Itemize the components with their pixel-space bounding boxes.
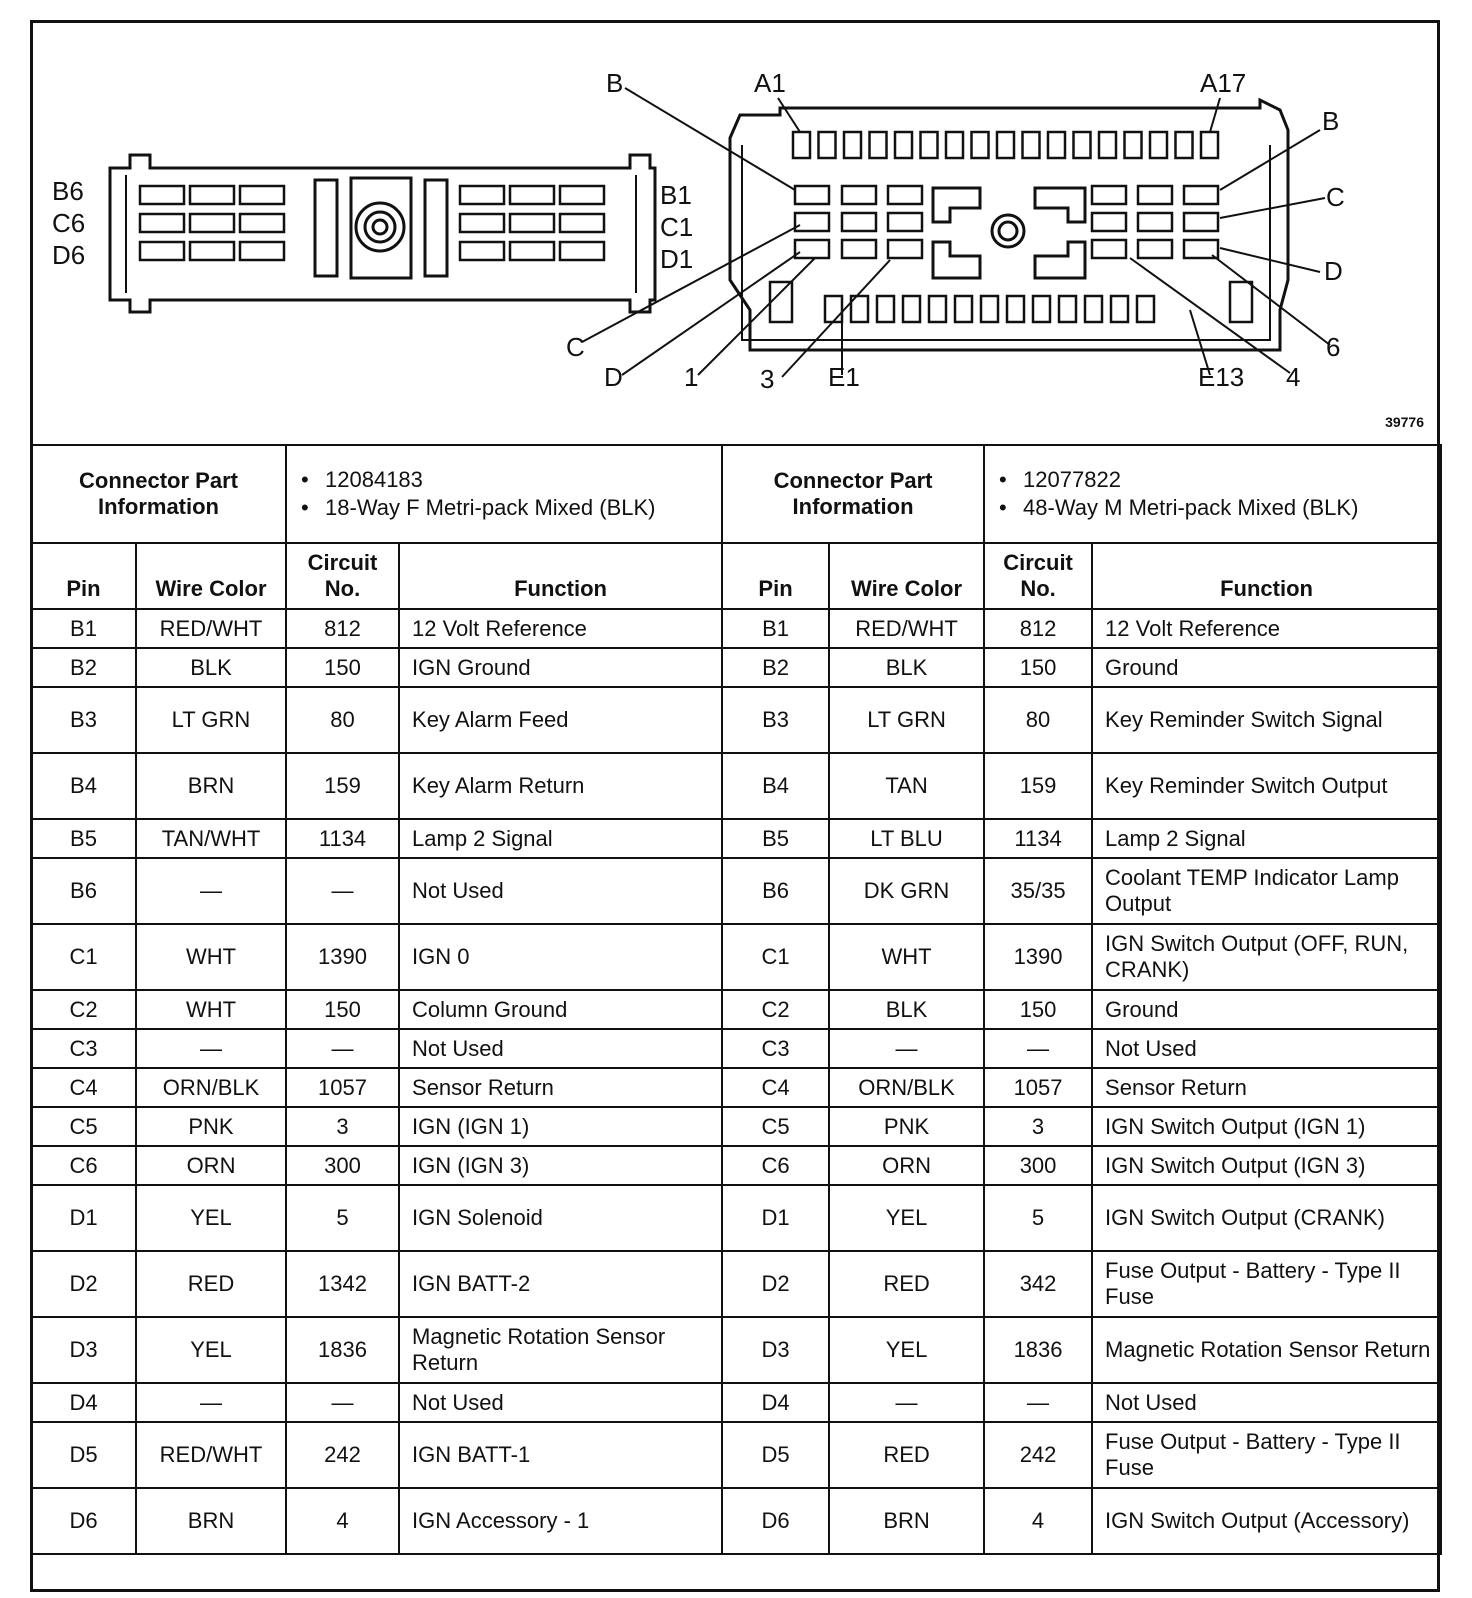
left-function-cell: IGN (IGN 1): [399, 1107, 722, 1146]
col-pin: Pin: [31, 543, 136, 609]
left-wire-color-cell: PNK: [136, 1107, 286, 1146]
cavity: [888, 240, 922, 258]
right-function-cell: Key Reminder Switch Output: [1092, 753, 1441, 819]
left-function-cell: IGN BATT-2: [399, 1251, 722, 1317]
right-pin-cell: D3: [722, 1317, 829, 1383]
left-pin-cell: D2: [31, 1251, 136, 1317]
callout-b-right: B: [1322, 106, 1340, 136]
right-wire-color-cell: —: [829, 1029, 984, 1068]
cavity: [1048, 132, 1065, 158]
left-wire-color-cell: BRN: [136, 753, 286, 819]
right-wire-color-cell: ORN: [829, 1146, 984, 1185]
cavity: [240, 242, 284, 260]
left-function-cell: Not Used: [399, 858, 722, 924]
right-circuit-cell: 80: [984, 687, 1092, 753]
left-circuit-cell: 5: [286, 1185, 399, 1251]
table-row: [31, 1185, 1441, 1251]
cavity: [819, 132, 836, 158]
right-circuit-cell: 342: [984, 1251, 1092, 1317]
left-wire-color-cell: RED: [136, 1251, 286, 1317]
connector-diagram: [30, 20, 1440, 444]
cavity: [1092, 240, 1126, 258]
right-wire-color-cell: BRN: [829, 1488, 984, 1554]
cavity: [190, 214, 234, 232]
right-pin-cell: D1: [722, 1185, 829, 1251]
right-circuit-cell: 150: [984, 648, 1092, 687]
right-wire-color-cell: YEL: [829, 1317, 984, 1383]
right-pin-cell: B2: [722, 648, 829, 687]
right-function-cell: Magnetic Rotation Sensor Return: [1092, 1317, 1441, 1383]
right-pin-cell: B4: [722, 753, 829, 819]
left-circuit-cell: 1134: [286, 819, 399, 858]
left-circuit-cell: 80: [286, 687, 399, 753]
cavity: [510, 242, 554, 260]
pinout-table: [30, 444, 1442, 1555]
table-row: [31, 1422, 1441, 1488]
left-wire-color-cell: RED/WHT: [136, 609, 286, 648]
left-circuit-cell: 150: [286, 648, 399, 687]
cavity: [795, 240, 829, 258]
left-wire-color-cell: LT GRN: [136, 687, 286, 753]
cavity: [1059, 296, 1076, 322]
table-row: [31, 1251, 1441, 1317]
callout-d-left: D: [604, 362, 623, 392]
left-wire-color-cell: —: [136, 1029, 286, 1068]
right-pin-cell: C4: [722, 1068, 829, 1107]
right-wire-color-cell: RED: [829, 1251, 984, 1317]
left-wire-color-cell: BLK: [136, 648, 286, 687]
right-pin-cell: B5: [722, 819, 829, 858]
cavity: [955, 296, 972, 322]
left-function-cell: Key Alarm Feed: [399, 687, 722, 753]
right-pin-cell: B3: [722, 687, 829, 753]
left-circuit-cell: 300: [286, 1146, 399, 1185]
cavity: [560, 186, 604, 204]
cavity: [560, 214, 604, 232]
right-circuit-cell: 3: [984, 1107, 1092, 1146]
connector-drawing: [30, 20, 1440, 444]
col-function: Function: [399, 543, 722, 609]
left-function-cell: IGN (IGN 3): [399, 1146, 722, 1185]
right-circuit-cell: 300: [984, 1146, 1092, 1185]
left-wire-color-cell: TAN/WHT: [136, 819, 286, 858]
right-circuit-cell: 35/35: [984, 858, 1092, 924]
callout-a17: A17: [1200, 68, 1247, 98]
left-circuit-cell: 812: [286, 609, 399, 648]
right-pin-cell: B1: [722, 609, 829, 648]
left-wire-color-cell: ORN/BLK: [136, 1068, 286, 1107]
cavity: [842, 213, 876, 231]
left-function-cell: Not Used: [399, 1383, 722, 1422]
right-function-cell: IGN Switch Output (CRANK): [1092, 1185, 1441, 1251]
left-pin-cell: C5: [31, 1107, 136, 1146]
right-pin-cell: B6: [722, 858, 829, 924]
cavity: [460, 214, 504, 232]
table-row: [31, 858, 1441, 924]
right-pin-cell: C2: [722, 990, 829, 1029]
table-row: [31, 819, 1441, 858]
right-circuit-cell: 159: [984, 753, 1092, 819]
left-function-cell: IGN Solenoid: [399, 1185, 722, 1251]
table-row: [31, 1383, 1441, 1422]
left-wire-color-cell: —: [136, 1383, 286, 1422]
right-function-cell: Fuse Output - Battery - Type II Fuse: [1092, 1251, 1441, 1317]
right-wire-color-cell: BLK: [829, 648, 984, 687]
left-function-cell: Lamp 2 Signal: [399, 819, 722, 858]
table-row: [31, 1317, 1441, 1383]
right-function-cell: Not Used: [1092, 1029, 1441, 1068]
left-circuit-cell: —: [286, 858, 399, 924]
right-part-number: • 12077822: [1023, 466, 1432, 494]
cavity: [1111, 296, 1128, 322]
callout-e1: E1: [828, 362, 860, 392]
cavity: [972, 132, 989, 158]
cavity: [1138, 240, 1172, 258]
left-connector-18-way: [110, 155, 655, 312]
right-part-description: • 48-Way M Metri-pack Mixed (BLK): [1023, 494, 1432, 522]
left-pin-cell: D1: [31, 1185, 136, 1251]
callout-d-right: D: [1324, 256, 1343, 286]
right-wire-color-cell: PNK: [829, 1107, 984, 1146]
cavity: [1138, 213, 1172, 231]
cavity: [460, 186, 504, 204]
cavity: [793, 132, 810, 158]
callout-c-right: C: [1326, 182, 1345, 212]
column-header-row: [31, 543, 1441, 609]
left-pin-cell: C3: [31, 1029, 136, 1068]
left-circuit-cell: 242: [286, 1422, 399, 1488]
left-pin-cell: C1: [31, 924, 136, 990]
right-function-cell: IGN Switch Output (Accessory): [1092, 1488, 1441, 1554]
table-row: [31, 753, 1441, 819]
col-circuit-r: Circuit No.: [984, 543, 1092, 609]
cavity: [460, 242, 504, 260]
cavity: [795, 186, 829, 204]
right-wire-color-cell: WHT: [829, 924, 984, 990]
right-pin-cell: D2: [722, 1251, 829, 1317]
cavity: [870, 132, 887, 158]
left-pin-cell: B2: [31, 648, 136, 687]
cavity: [929, 296, 946, 322]
cavity: [1033, 296, 1050, 322]
cavity: [1201, 132, 1218, 158]
right-function-cell: Ground: [1092, 990, 1441, 1029]
right-circuit-cell: —: [984, 1383, 1092, 1422]
right-function-cell: Lamp 2 Signal: [1092, 819, 1441, 858]
cavity: [1092, 186, 1126, 204]
cavity: [842, 240, 876, 258]
col-function-r: Function: [1092, 543, 1441, 609]
cavity: [1099, 132, 1116, 158]
callout-1: 1: [684, 362, 699, 392]
table-row: [31, 687, 1441, 753]
right-pin-cell: D4: [722, 1383, 829, 1422]
right-function-cell: IGN Switch Output (IGN 1): [1092, 1107, 1441, 1146]
cavity: [140, 242, 184, 260]
left-part-description: • 18-Way F Metri-pack Mixed (BLK): [325, 494, 713, 522]
callout-3: 3: [760, 364, 775, 394]
left-pin-cell: C6: [31, 1146, 136, 1185]
cavity: [140, 214, 184, 232]
table-row: [31, 648, 1441, 687]
right-connector-parts: [984, 445, 1441, 543]
cavity: [510, 214, 554, 232]
right-wire-color-cell: RED: [829, 1422, 984, 1488]
right-pin-cell: C3: [722, 1029, 829, 1068]
right-wire-color-cell: TAN: [829, 753, 984, 819]
left-wire-color-cell: WHT: [136, 990, 286, 1029]
left-connector-parts: [286, 445, 722, 543]
right-circuit-cell: 1836: [984, 1317, 1092, 1383]
left-circuit-cell: 1390: [286, 924, 399, 990]
col-wire-color-r: Wire Color: [829, 543, 984, 609]
left-pin-cell: B5: [31, 819, 136, 858]
table-row: [31, 1146, 1441, 1185]
right-function-cell: Sensor Return: [1092, 1068, 1441, 1107]
cavity: [1150, 132, 1167, 158]
cavity: [825, 296, 842, 322]
left-function-cell: IGN Ground: [399, 648, 722, 687]
cavity: [946, 132, 963, 158]
callout-6: 6: [1326, 332, 1341, 362]
cavity: [888, 213, 922, 231]
callout-b: B: [606, 68, 624, 98]
right-wire-color-cell: LT BLU: [829, 819, 984, 858]
right-circuit-cell: 1134: [984, 819, 1092, 858]
right-function-cell: Not Used: [1092, 1383, 1441, 1422]
cavity: [1085, 296, 1102, 322]
cavity: [795, 213, 829, 231]
right-connector-info-title: Connector Part Information: [722, 445, 984, 543]
right-circuit-cell: 5: [984, 1185, 1092, 1251]
left-pin-cell: D6: [31, 1488, 136, 1554]
left-pin-cell: D3: [31, 1317, 136, 1383]
left-circuit-cell: 3: [286, 1107, 399, 1146]
left-circuit-cell: 4: [286, 1488, 399, 1554]
cavity: [877, 296, 894, 322]
connector-info-row: [31, 445, 1441, 543]
left-circuit-cell: —: [286, 1029, 399, 1068]
table-row: [31, 1029, 1441, 1068]
callout-a1: A1: [754, 68, 786, 98]
left-pin-cell: C2: [31, 990, 136, 1029]
cavity: [1074, 132, 1091, 158]
cavity: [560, 242, 604, 260]
right-circuit-cell: —: [984, 1029, 1092, 1068]
right-function-cell: Ground: [1092, 648, 1441, 687]
left-circuit-cell: 1342: [286, 1251, 399, 1317]
left-function-cell: Magnetic Rotation Sensor Return: [399, 1317, 722, 1383]
callout-c-left: C: [566, 332, 585, 362]
left-function-cell: Sensor Return: [399, 1068, 722, 1107]
cavity: [1184, 186, 1218, 204]
left-function-cell: IGN 0: [399, 924, 722, 990]
left-function-cell: Key Alarm Return: [399, 753, 722, 819]
left-wire-color-cell: —: [136, 858, 286, 924]
left-function-cell: Not Used: [399, 1029, 722, 1068]
cavity: [842, 186, 876, 204]
cavity: [240, 186, 284, 204]
right-wire-color-cell: LT GRN: [829, 687, 984, 753]
left-wire-color-cell: YEL: [136, 1317, 286, 1383]
cavity: [1176, 132, 1193, 158]
col-pin-r: Pin: [722, 543, 829, 609]
right-wire-color-cell: RED/WHT: [829, 609, 984, 648]
left-wire-color-cell: BRN: [136, 1488, 286, 1554]
left-circuit-cell: 159: [286, 753, 399, 819]
table-row: [31, 609, 1441, 648]
cavity: [190, 186, 234, 204]
cavity: [240, 214, 284, 232]
col-wire-color: Wire Color: [136, 543, 286, 609]
cavity: [1125, 132, 1142, 158]
left-circuit-cell: 1836: [286, 1317, 399, 1383]
right-function-cell: 12 Volt Reference: [1092, 609, 1441, 648]
label-d6: D6: [52, 240, 86, 270]
table-row: [31, 990, 1441, 1029]
left-wire-color-cell: WHT: [136, 924, 286, 990]
right-pin-cell: C1: [722, 924, 829, 990]
cavity: [844, 132, 861, 158]
right-function-cell: Key Reminder Switch Signal: [1092, 687, 1441, 753]
left-pin-cell: B3: [31, 687, 136, 753]
left-part-number: • 12084183: [325, 466, 713, 494]
right-function-cell: Fuse Output - Battery - Type II Fuse: [1092, 1422, 1441, 1488]
left-pin-cell: C4: [31, 1068, 136, 1107]
left-wire-color-cell: YEL: [136, 1185, 286, 1251]
right-circuit-cell: 242: [984, 1422, 1092, 1488]
cavity: [921, 132, 938, 158]
right-circuit-cell: 812: [984, 609, 1092, 648]
callout-4: 4: [1286, 362, 1301, 392]
right-pin-cell: D6: [722, 1488, 829, 1554]
figure-id: 39776: [1385, 414, 1424, 430]
latch: [1230, 282, 1252, 322]
cavity: [1184, 213, 1218, 231]
cavity: [1137, 296, 1154, 322]
right-pin-cell: C5: [722, 1107, 829, 1146]
label-c6: C6: [52, 208, 86, 238]
left-function-cell: IGN Accessory - 1: [399, 1488, 722, 1554]
table-row: [31, 924, 1441, 990]
left-wire-color-cell: ORN: [136, 1146, 286, 1185]
cavity: [895, 132, 912, 158]
label-c1: C1: [660, 212, 694, 242]
table-row: [31, 1107, 1441, 1146]
left-function-cell: Column Ground: [399, 990, 722, 1029]
cavity: [888, 186, 922, 204]
left-function-cell: IGN BATT-1: [399, 1422, 722, 1488]
cavity: [997, 132, 1014, 158]
left-function-cell: 12 Volt Reference: [399, 609, 722, 648]
right-function-cell: Coolant TEMP Indicator Lamp Output: [1092, 858, 1441, 924]
col-circuit: Circuit No.: [286, 543, 399, 609]
cavity: [1092, 213, 1126, 231]
left-circuit-cell: —: [286, 1383, 399, 1422]
cavity: [190, 242, 234, 260]
left-connector-info-title: Connector Part Information: [31, 445, 286, 543]
cavity: [1138, 186, 1172, 204]
cavity: [1007, 296, 1024, 322]
left-pin-cell: B1: [31, 609, 136, 648]
table-row: [31, 1068, 1441, 1107]
cavity: [510, 186, 554, 204]
left-wire-color-cell: RED/WHT: [136, 1422, 286, 1488]
right-circuit-cell: 1057: [984, 1068, 1092, 1107]
right-wire-color-cell: DK GRN: [829, 858, 984, 924]
table-row: [31, 1488, 1441, 1554]
right-circuit-cell: 150: [984, 990, 1092, 1029]
left-pin-cell: D5: [31, 1422, 136, 1488]
left-circuit-cell: 150: [286, 990, 399, 1029]
right-wire-color-cell: BLK: [829, 990, 984, 1029]
cavity: [981, 296, 998, 322]
right-function-cell: IGN Switch Output (OFF, RUN, CRANK): [1092, 924, 1441, 990]
right-wire-color-cell: YEL: [829, 1185, 984, 1251]
latch: [770, 282, 792, 322]
label-b6: B6: [52, 176, 84, 206]
left-pin-cell: B6: [31, 858, 136, 924]
right-function-cell: IGN Switch Output (IGN 3): [1092, 1146, 1441, 1185]
cavity: [903, 296, 920, 322]
right-circuit-cell: 1390: [984, 924, 1092, 990]
label-d1: D1: [660, 244, 694, 274]
right-wire-color-cell: —: [829, 1383, 984, 1422]
label-b1: B1: [660, 180, 692, 210]
right-wire-color-cell: ORN/BLK: [829, 1068, 984, 1107]
cavity: [1023, 132, 1040, 158]
right-circuit-cell: 4: [984, 1488, 1092, 1554]
left-circuit-cell: 1057: [286, 1068, 399, 1107]
cavity: [140, 186, 184, 204]
right-pin-cell: C6: [722, 1146, 829, 1185]
right-pin-cell: D5: [722, 1422, 829, 1488]
left-pin-cell: D4: [31, 1383, 136, 1422]
callout-e13: E13: [1198, 362, 1245, 392]
left-pin-cell: B4: [31, 753, 136, 819]
